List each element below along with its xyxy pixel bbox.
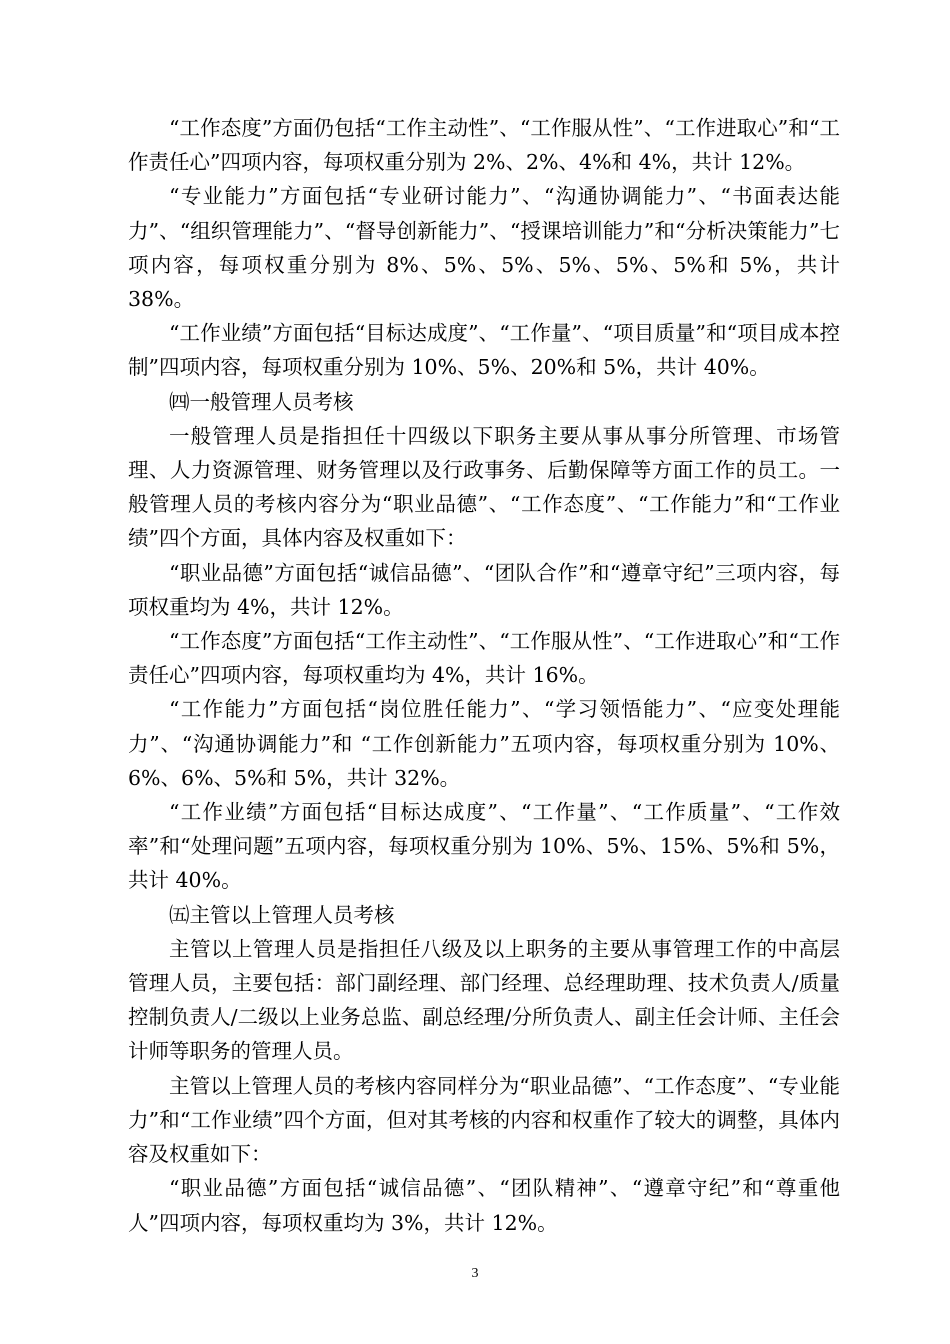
- paragraph-work-performance-weights: “工作业绩”方面包括“目标达成度”、“工作量”、“项目质量”和“项目成本控制”四项内容，每项权重分别为 10%、5%、20%和 5%，共计 40%。: [128, 321, 840, 380]
- paragraph-senior-definition: 主管以上管理人员是指担任八级及以上职务的主要从事管理工作的中高层管理人员，主要包括：部门副经理、部门经理、总经理助理、技术负责人/质量控制负责人/二级以上业务总监、副总经理/分所负责人、副主任会计师、主任会计师等职务的管理人员。: [128, 936, 840, 1064]
- paragraph-general-ability: “工作能力”方面包括“岗位胜任能力”、“学习领悟能力”、“应变处理能力”、“沟通协调能力”和 “工作创新能力”五项内容，每项权重分别为 10%、6%、6%、5%和 5%，共计 32%。: [128, 697, 840, 790]
- paragraph-general-staff-definition: 一般管理人员是指担任十四级以下职务主要从事从事分所管理、市场管理、人力资源管理、财务管理以及行政事务、后勤保障等方面工作的员工。一般管理人员的考核内容分为“职业品德”、“工作态度”、“工作能力”和“工作业绩”四个方面，具体内容及权重如下：: [128, 423, 840, 551]
- paragraph-senior-ethics: “职业品德”方面包括“诚信品德”、“团队精神”、“遵章守纪”和“尊重他人”四项内容，每项权重均为 3%，共计 12%。: [128, 1176, 840, 1235]
- paragraph-general-attitude: “工作态度”方面包括“工作主动性”、“工作服从性”、“工作进取心”和“工作责任心”四项内容，每项权重均为 4%，共计 16%。: [128, 629, 840, 688]
- paragraph-senior-assessment-scope: 主管以上管理人员的考核内容同样分为“职业品德”、“工作态度”、“专业能力”和“工作业绩”四个方面，但对其考核的内容和权重作了较大的调整，具体内容及权重如下：: [128, 1073, 840, 1167]
- section-heading-senior-managers: ㈤主管以上管理人员考核: [169, 902, 395, 927]
- paragraph-professional-ability-weights: “专业能力”方面包括“专业研讨能力”、“沟通协调能力”、“书面表达能力”、“组织管理能力”、“督导创新能力”、“授课培训能力”和“分析决策能力”七项内容，每项权重分别为 8%、5%、5%、5%、5%、5%和 5%，共计 38%。: [128, 184, 840, 312]
- paragraph-work-attitude-weights: “工作态度”方面仍包括“工作主动性”、“工作服从性”、“工作进取心”和“工作责任心”四项内容，每项权重分别为 2%、2%、4%和 4%，共计 12%。: [128, 116, 840, 175]
- body-text: [128, 111, 840, 1240]
- section-heading-general-staff: ㈣一般管理人员考核: [169, 389, 354, 414]
- paragraph-general-ethics: “职业品德”方面包括“诚信品德”、“团队合作”和“遵章守纪”三项内容，每项权重均为 4%，共计 12%。: [128, 560, 840, 619]
- paragraph-general-performance: “工作业绩”方面包括“目标达成度”、“工作量”、“工作质量”、“工作效率”和“处理问题”五项内容，每项权重分别为 10%、5%、15%、5%和 5%，共计 40%。: [128, 800, 840, 893]
- page-number: 3: [471, 1266, 479, 1281]
